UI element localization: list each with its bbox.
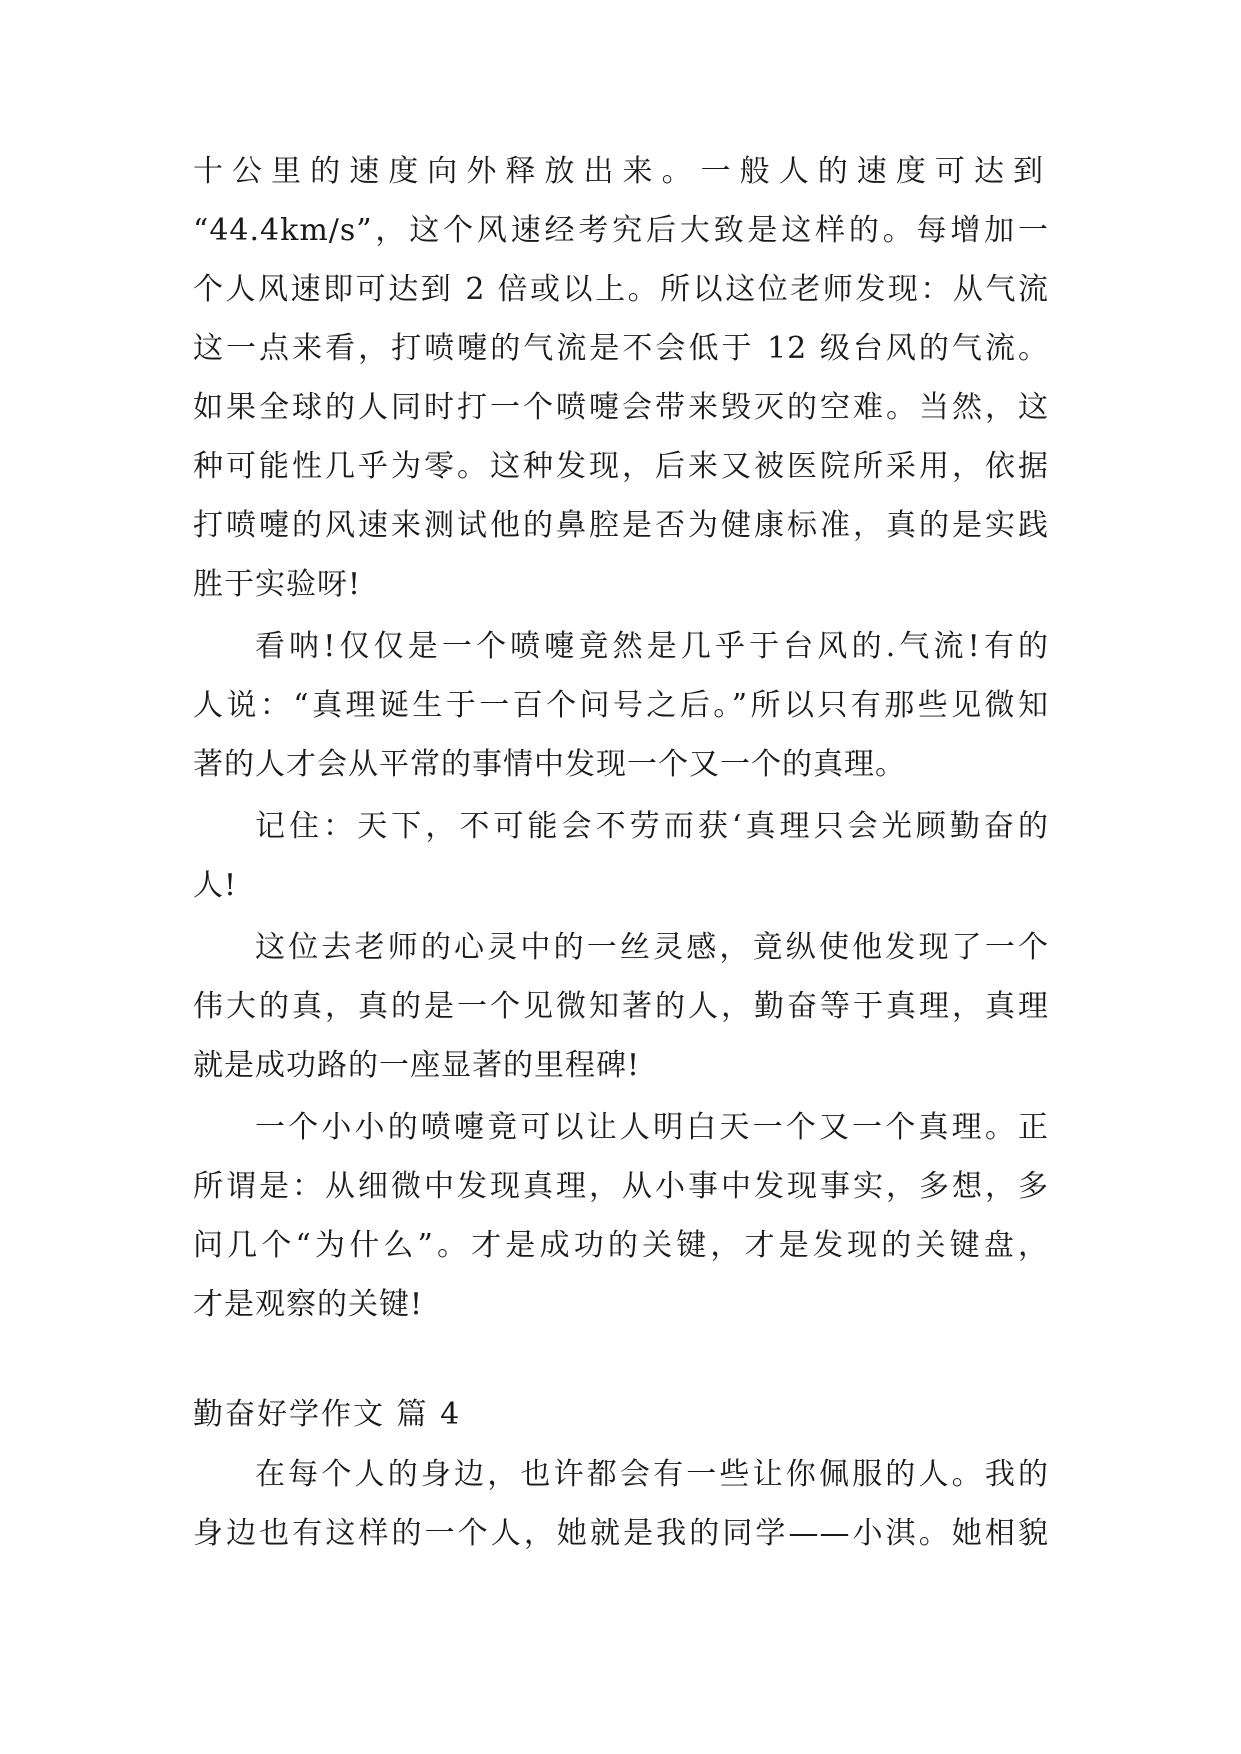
paragraph-5-line-1: 一个小小的喷嚏竟可以让人明白天一个又一个真理。正 bbox=[255, 1110, 1049, 1145]
paragraph-1-line-6: 种可能性几乎为零。这种发现，后来又被医院所采用，依据 bbox=[193, 449, 1049, 484]
paragraph-5-line-3: 问几个“为什么”。才是成功的关键，才是发现的关键盘， bbox=[193, 1228, 1049, 1263]
paragraph-1-line-5: 如果全球的人同时打一个喷嚏会带来毁灭的空难。当然，这 bbox=[193, 390, 1049, 425]
paragraph-1-line-1: 十公里的速度向外释放出来。一般人的速度可达到 bbox=[193, 154, 1049, 189]
paragraph-1-line-8: 胜于实验呀! bbox=[193, 567, 362, 602]
paragraph-6-line-1: 在每个人的身边，也许都会有一些让你佩服的人。我的 bbox=[255, 1457, 1049, 1492]
section-heading: 勤奋好学作文 篇 4 bbox=[193, 1397, 462, 1432]
paragraph-1-line-3: 个人风速即可达到 2 倍或以上。所以这位老师发现：从气流 bbox=[193, 272, 1049, 307]
paragraph-5-line-4: 才是观察的关键! bbox=[193, 1287, 424, 1322]
paragraph-3-line-2: 人! bbox=[193, 868, 238, 903]
paragraph-1-line-7: 打喷嚏的风速来测试他的鼻腔是否为健康标准，真的是实践 bbox=[193, 508, 1049, 543]
paragraph-2-line-1: 看呐!仅仅是一个喷嚏竟然是几乎于台风的.气流!有的 bbox=[255, 629, 1049, 664]
paragraph-5-line-2: 所谓是：从细微中发现真理，从小事中发现事实，多想，多 bbox=[193, 1169, 1049, 1204]
paragraph-1-line-2: “44.4km/s”，这个风速经考究后大致是这样的。每增加一 bbox=[193, 213, 1049, 248]
paragraph-4-line-2: 伟大的真，真的是一个见微知著的人，勤奋等于真理，真理 bbox=[193, 989, 1049, 1024]
paragraph-2-line-3: 著的人才会从平常的事情中发现一个又一个的真理。 bbox=[193, 747, 906, 782]
paragraph-1-line-4: 这一点来看，打喷嚏的气流是不会低于 12 级台风的气流。 bbox=[193, 331, 1049, 366]
paragraph-3-line-1: 记住：天下，不可能会不劳而获‘真理只会光顾勤奋的 bbox=[255, 809, 1049, 844]
paragraph-4-line-1: 这位去老师的心灵中的一丝灵感，竟纵使他发现了一个 bbox=[255, 930, 1049, 965]
paragraph-4-line-3: 就是成功路的一座显著的里程碑! bbox=[193, 1048, 641, 1083]
paragraph-2-line-2: 人说：“真理诞生于一百个问号之后。”所以只有那些见微知 bbox=[193, 688, 1049, 723]
paragraph-6-line-2: 身边也有这样的一个人，她就是我的同学——小淇。她相貌 bbox=[193, 1516, 1049, 1551]
